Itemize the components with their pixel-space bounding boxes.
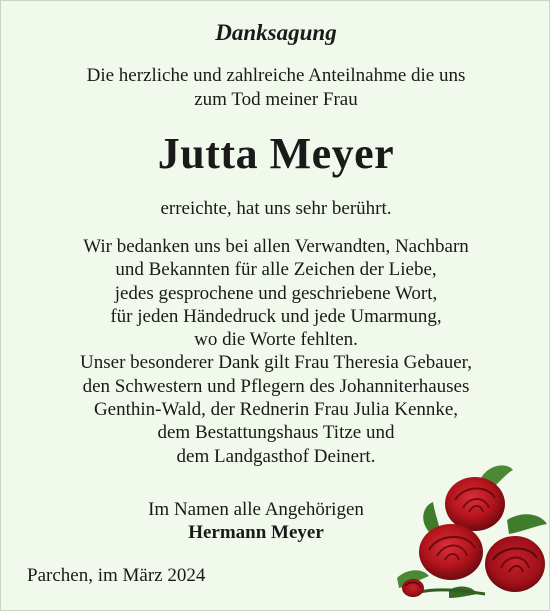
thanks-line: jedes gesprochene und geschriebene Wort, bbox=[114, 282, 438, 304]
thanks-line: wo die Worte fehlten. bbox=[194, 329, 358, 351]
red-roses-image bbox=[389, 460, 549, 610]
thanks-line: den Schwestern und Pflegern des Johanniterhauses bbox=[82, 375, 470, 397]
notice-heading: Danksagung bbox=[215, 20, 337, 45]
deceased-name: Jutta Meyer bbox=[157, 129, 395, 178]
reached-line: erreichte, hat uns sehr berührt. bbox=[160, 198, 392, 219]
intro-line: Die herzliche und zahlreiche Anteilnahme die uns bbox=[86, 65, 466, 86]
thanks-line: für jeden Händedruck und jede Umarmung, bbox=[110, 305, 442, 327]
thanks-line: Unser besonderer Dank gilt Frau Theresia Gebauer, bbox=[80, 352, 472, 374]
thanks-line: dem Bestattungshaus Titze und bbox=[157, 422, 395, 444]
thanks-line: Wir bedanken uns bei allen Verwandten, Nachbarn bbox=[83, 236, 469, 257]
place-date: Parchen, im März 2024 bbox=[27, 565, 206, 586]
intro-line: zum Tod meiner Frau bbox=[194, 89, 358, 110]
thanks-line: und Bekannten für alle Zeichen der Liebe, bbox=[115, 259, 437, 281]
intro-text bbox=[1, 64, 550, 112]
thanks-text bbox=[1, 235, 550, 468]
thanks-line: Genthin-Wald, der Rednerin Frau Julia Kennke, bbox=[93, 399, 459, 421]
thanks-line: dem Landgasthof Deinert. bbox=[176, 445, 376, 467]
signer-name: Hermann Meyer bbox=[188, 522, 324, 543]
behalf-line: Im Namen alle Angehörigen bbox=[148, 499, 364, 520]
